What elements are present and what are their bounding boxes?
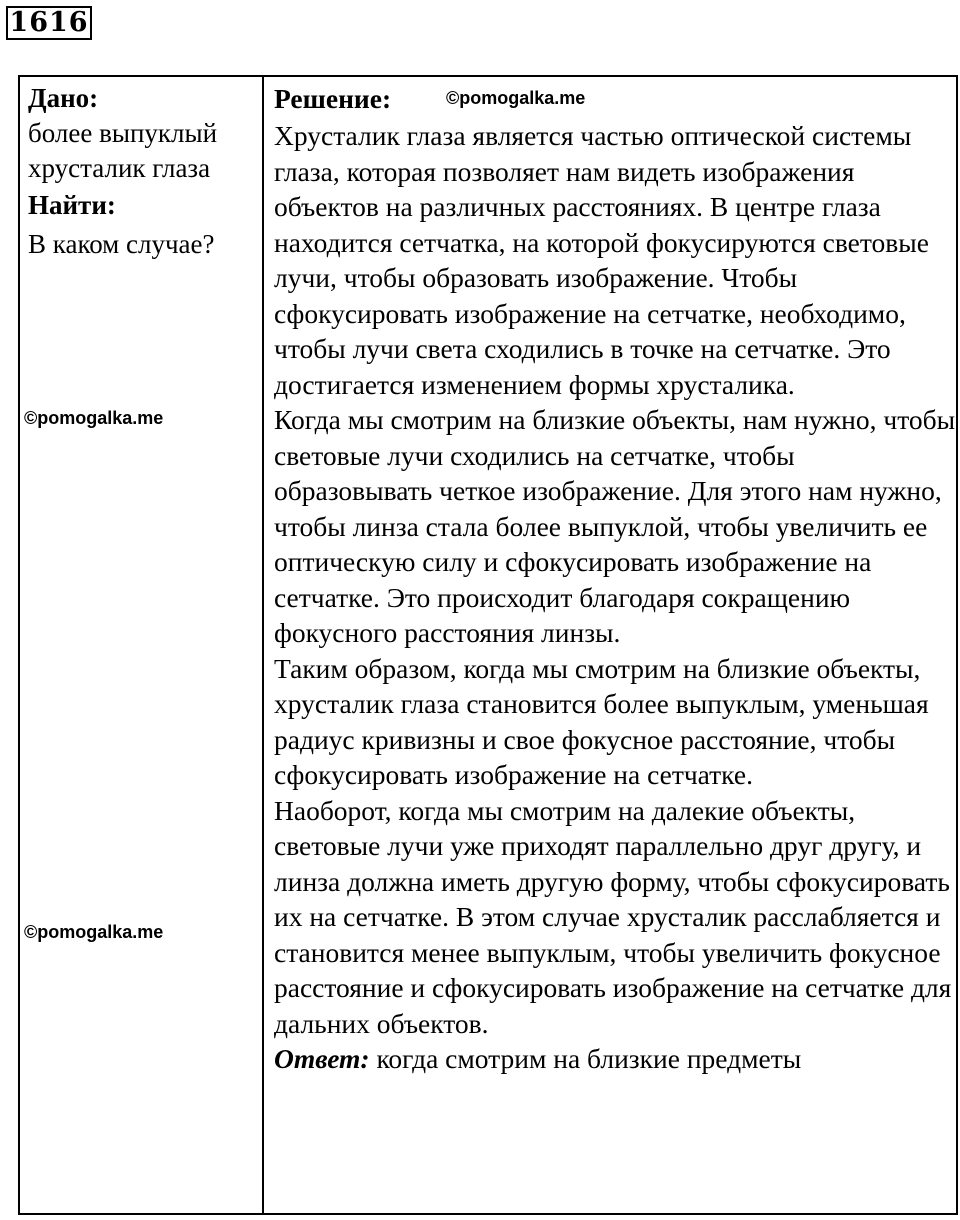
answer-label: Ответ: bbox=[274, 1043, 370, 1074]
solution-heading: Решение: bbox=[274, 83, 392, 114]
given-text: более выпуклый хрусталик глаза bbox=[28, 118, 218, 183]
answer-text: когда смотрим на близкие предметы bbox=[369, 1043, 802, 1074]
watermark: ©pomogalka.me bbox=[446, 88, 586, 108]
problem-number: 1616 bbox=[6, 6, 92, 40]
solution-paragraph: Таким образом, когда мы смотрим на близкие объекты, хрусталик глаза становится более выпуклым, уменьшая радиус кривизны и свое фокусное расстояние, чтобы сфокусировать изображение на сетчатке. bbox=[274, 652, 929, 790]
watermark: ©pomogalka.me bbox=[24, 922, 164, 942]
given-heading: Дано: bbox=[28, 83, 99, 113]
find-heading: Найти: bbox=[28, 190, 116, 220]
solution-paragraph: Наоборот, когда мы смотрим на далекие объекты, световые лучи уже приходят параллельно друг другу, и линза должна иметь другую форму, чтобы сфокусировать их на сетчатке. В этом случае хрусталик расслабляется и становится менее выпуклым, чтобы увеличить фокусное расстояние и сфокусировать изображение на сетчатке для дальних объектов. bbox=[274, 794, 952, 1039]
find-text: В каком случае? bbox=[28, 229, 215, 259]
answer-line bbox=[274, 1041, 958, 1077]
watermark: ©pomogalka.me bbox=[24, 408, 164, 428]
column-divider bbox=[262, 77, 264, 1213]
solution-paragraph: Хрусталик глаза является частью оптической системы глаза, которая позволяет нам видеть изображения объектов на различных расстояниях. В центре глаза находится сетчатка, на которой фокусируются световые лучи, чтобы образовать изображение. Чтобы сфокусировать изображение на сетчатке, необходимо, чтобы лучи света сходились в точке на сетчатке. Это достигается изменением формы хрусталика. bbox=[274, 120, 929, 400]
given-column bbox=[28, 81, 258, 262]
solution-paragraph: Когда мы смотрим на близкие объекты, нам нужно, чтобы световые лучи сходились на сетчатке, чтобы образовывать четкое изображение. Для этого нам нужно, чтобы линза стала более выпуклой, чтобы увеличить ее оптическую силу и сфокусировать изображение на сетчатке. Это происходит благодаря сокращению фокусного расстояния линзы. bbox=[274, 404, 956, 648]
solution-column bbox=[274, 81, 958, 1077]
solution-table bbox=[18, 75, 958, 1215]
